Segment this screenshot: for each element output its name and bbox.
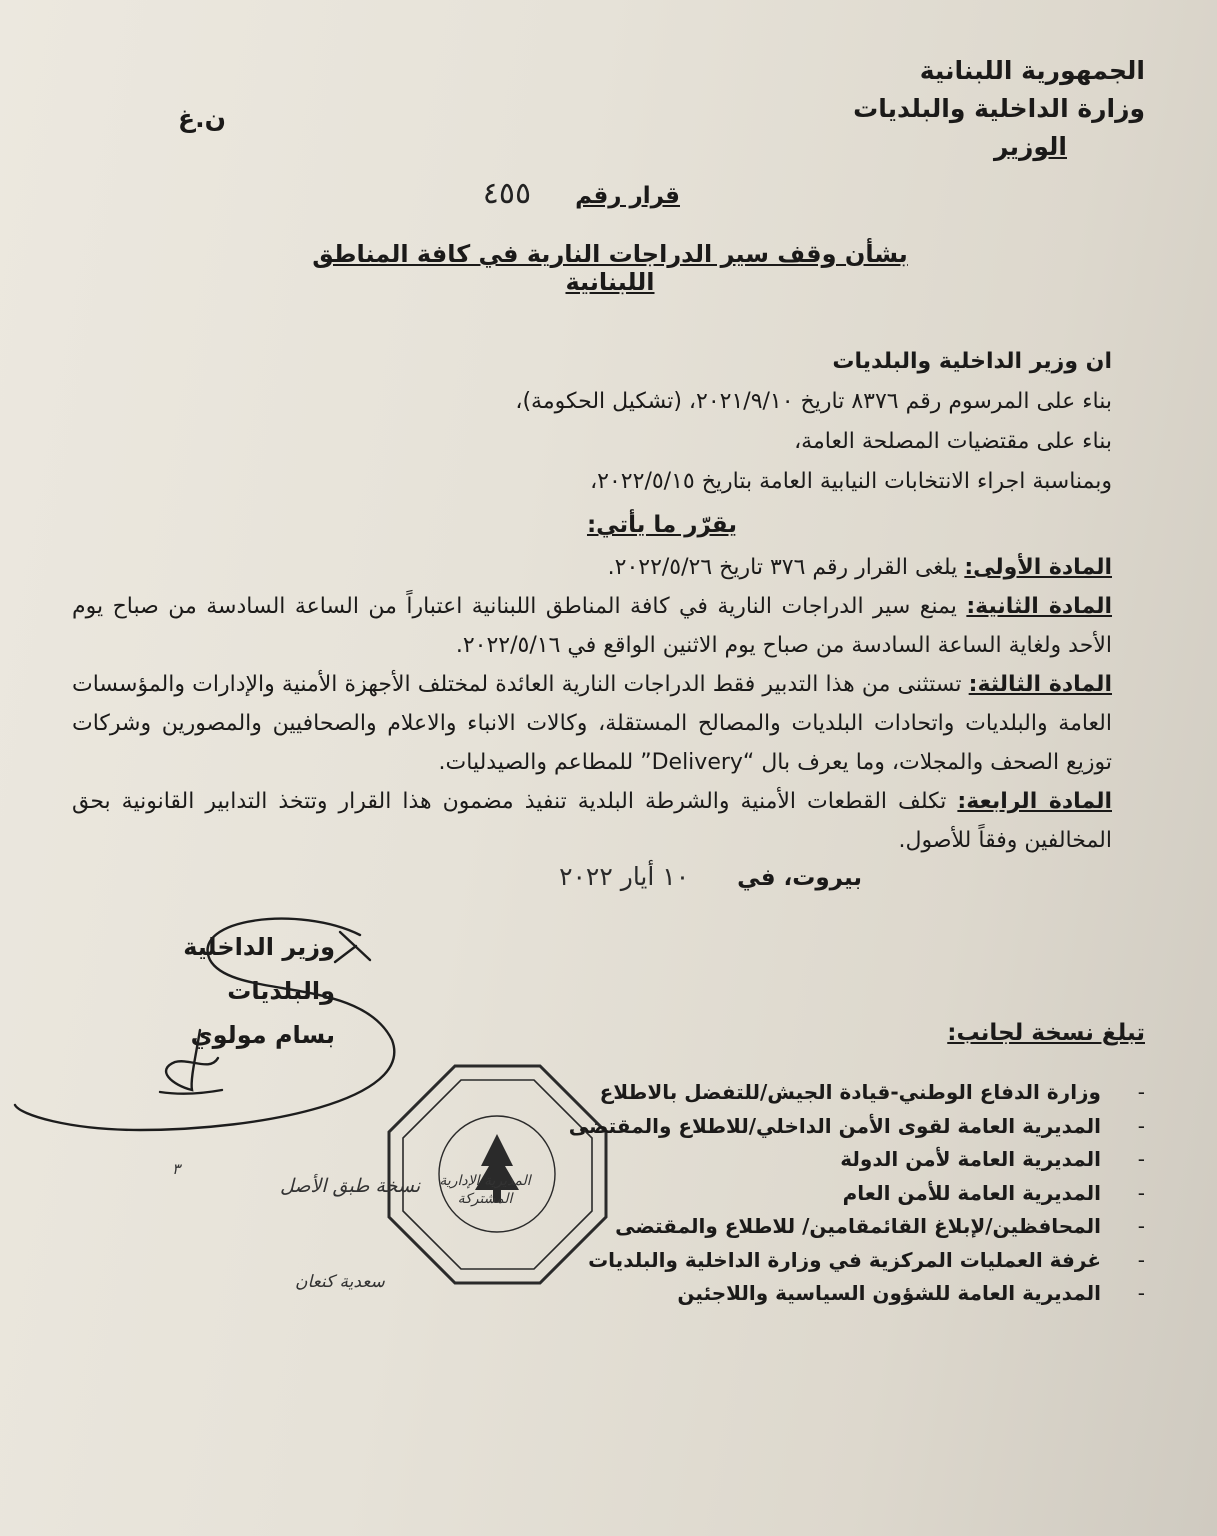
article-text: تكلف القطعات الأمنية والشرطة البلدية تنفيذ مضمون هذا القرار وتتخذ التدابير القانونية بحق المخالفين وفقاً للأصول. — [72, 789, 1112, 853]
copies-title: تبلغ نسخة لجانب: — [947, 1020, 1145, 1046]
article-label: المادة الثانية: — [966, 594, 1112, 619]
preamble-line: بناء على المرسوم رقم ٨٣٧٦ تاريخ ٢٠٢١/٩/١٠، (تشكيل الحكومة)، — [515, 389, 1112, 414]
preamble-opening: ان وزير الداخلية والبلديات — [832, 349, 1112, 374]
handwritten-date: ١٠ أيار ٢٠٢٢ — [559, 862, 690, 891]
signatory-title: وزير الداخلية والبلديات — [183, 933, 335, 1005]
ministry-name: وزارة الداخلية والبلديات — [853, 94, 1145, 123]
signatory-name: بسام مولوي — [190, 1021, 335, 1049]
stamp-inner-text: المديرية الإدارية المشتركة — [439, 1173, 531, 1207]
clerk-name: سعدية كنعان — [295, 1272, 385, 1292]
decision-label: قرار رقم — [575, 183, 680, 209]
article-text: يلغى القرار رقم ٣٧٦ تاريخ ٢٠٢٢/٥/٢٦. — [607, 555, 965, 580]
minister-title: الوزير — [994, 132, 1067, 161]
reference-initials: ن.غ — [178, 104, 226, 133]
margin-mark: ٣ — [172, 1160, 181, 1178]
copy-recipient: المديرية العامة لقوى الأمن الداخلي/للاطلاع والمقتضى — [568, 1113, 1101, 1138]
list-item: - وزارة الدفاع الوطني-قيادة الجيش/للتفضل بالاطلاع — [599, 1080, 1145, 1104]
copies-block — [568, 1020, 1145, 1311]
copy-recipient: وزارة الدفاع الوطني-قيادة الجيش/للتفضل بالاطلاع — [599, 1080, 1101, 1104]
article-label: المادة الرابعة: — [957, 789, 1112, 814]
list-item: - المديرية العامة لقوى الأمن الداخلي/للاطلاع والمقتضى — [568, 1113, 1145, 1138]
list-item: - المديرية العامة لأمن الدولة — [840, 1147, 1145, 1171]
article-label: المادة الثالثة: — [968, 672, 1112, 697]
list-item: - المحافظين/لإبلاغ القائمقامين/ للاطلاع والمقتضى — [615, 1214, 1145, 1238]
copy-recipient: المديرية العامة للأمن العام — [842, 1180, 1101, 1205]
decides-heading: يقرّر ما يأتي: — [586, 512, 737, 538]
copies-list — [568, 1076, 1145, 1311]
article-text: تستثنى من هذا التدبير فقط الدراجات النارية العائدة لمختلف الأجهزة الأمنية والإدارات والمؤسسات العامة والبلديات واتحادات البلديات والمصالح المستقلة، وكالات الانباء والاعلام والصحافيين والمصورين وشركات توزيع الصحف والمجلات، وما يعرف بال “Delivery” للمطاعم والصيدليات. — [72, 672, 1112, 775]
article-text: يمنع سير الدراجات النارية في كافة المناطق اللبنانية اعتباراً من الساعة السادسة من صباح يوم الأحد ولغاية الساعة السادسة من صباح يوم الاثنين الواقع في ٢٠٢٢/٥/١٦. — [72, 594, 1112, 658]
article-label: المادة الأولى: — [964, 555, 1112, 580]
decision-number-value: ٤٥٥ — [482, 176, 532, 211]
copy-recipient: المحافظين/لإبلاغ القائمقامين/ للاطلاع والمقتضى — [615, 1214, 1101, 1238]
copy-recipient: المديرية العامة للشؤون السياسية واللاجئين — [677, 1281, 1101, 1305]
true-copy-note: نسخة طبق الأصل — [280, 1175, 421, 1197]
place-label: بيروت، في — [737, 865, 862, 891]
decision-subject: بشأن وقف سير الدراجات النارية في كافة المناطق اللبنانية — [312, 240, 908, 296]
list-item: - المديرية العامة للأمن العام — [842, 1180, 1145, 1205]
copy-recipient: المديرية العامة لأمن الدولة — [840, 1147, 1101, 1171]
republic-name: الجمهورية اللبنانية — [919, 56, 1145, 85]
list-item: - غرفة العمليات المركزية في وزارة الداخلية والبلديات — [588, 1247, 1145, 1272]
copy-recipient: غرفة العمليات المركزية في وزارة الداخلية والبلديات — [588, 1247, 1101, 1272]
preamble-line: بناء على مقتضيات المصلحة العامة، — [794, 429, 1112, 454]
list-item: - المديرية العامة للشؤون السياسية واللاجئين — [677, 1281, 1145, 1305]
preamble-line: وبمناسبة اجراء الانتخابات النيابية العامة بتاريخ ٢٠٢٢/٥/١٥، — [590, 469, 1112, 494]
